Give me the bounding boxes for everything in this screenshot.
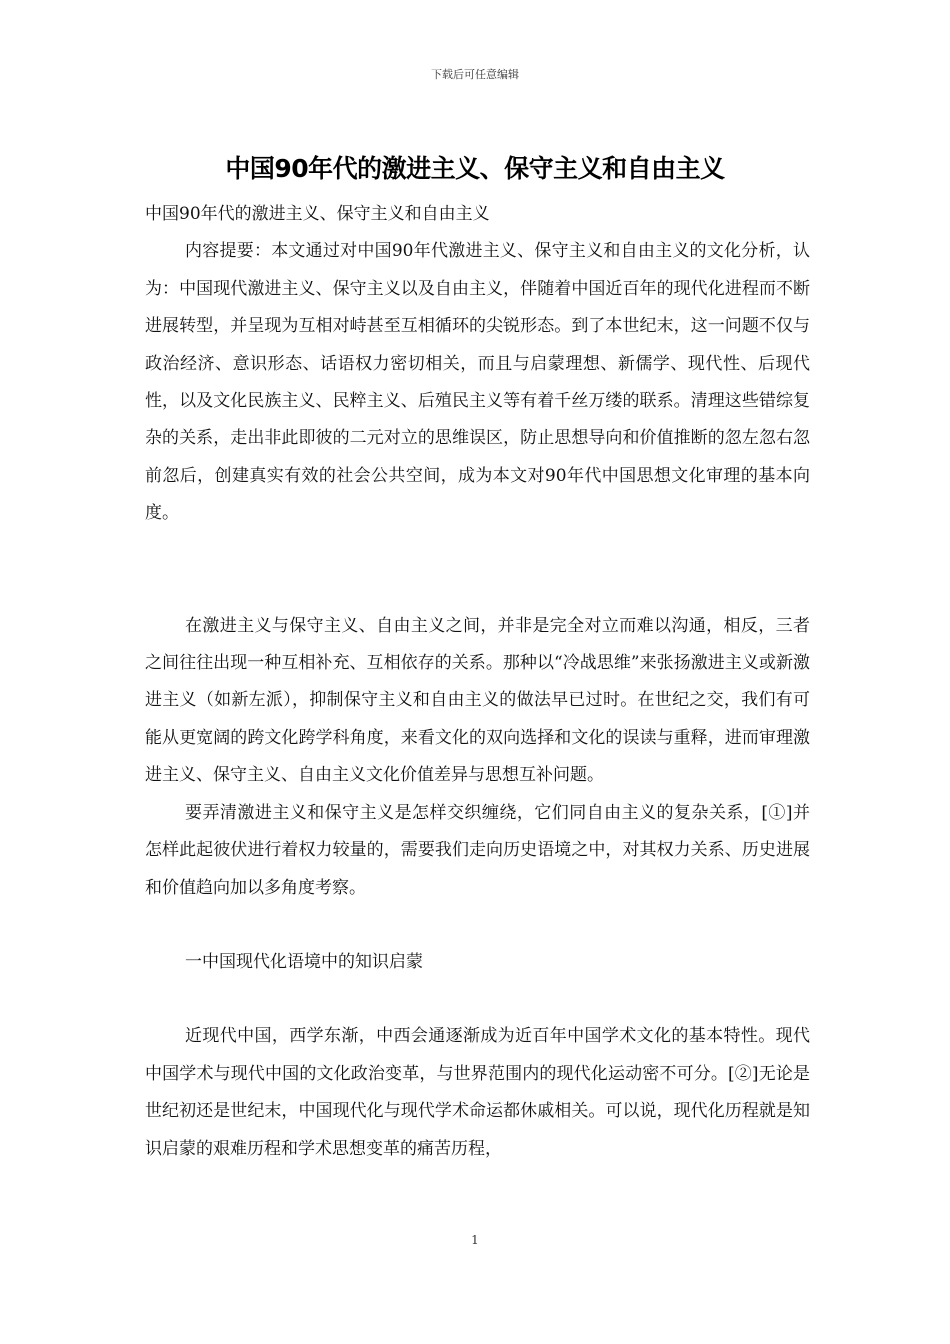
spacer [145,533,810,608]
spacer [145,981,810,1018]
document-title: 中国90年代的激进主义、保守主义和自由主义 [225,154,725,183]
header-note: 下载后可任意编辑 [431,68,519,81]
section-heading: 一中国现代化语境中的知识启蒙 [185,951,423,972]
document-body [145,196,810,1168]
subtitle-line: 中国90年代的激进主义、保守主义和自由主义 [145,204,490,224]
body-paragraph-2: 要弄清激进主义和保守主义是怎样交织缠绕，它们同自由主义的复杂关系，[①]并怎样此起彼伏进行着权力较量的，需要我们走向历史语境之中，对其权力关系、历史进展和价值趋向加以多角度考察。 [145,802,810,898]
abstract-paragraph: 内容提要：本文通过对中国90年代激进主义、保守主义和自由主义的文化分析，认为：中国现代激进主义、保守主义以及自由主义，伴随着中国近百年的现代化进程而不断进展转型，并呈现为互相对峙甚至互相循环的尖锐形态。到了本世纪末，这一问题不仅与政治经济、意识形态、话语权力密切相关，而且与启蒙理想、新儒学、现代性、后现代性，以及文化民族主义、民粹主义、后殖民主义等有着千丝万缕的联系。清理这些错综复杂的关系，走出非此即彼的二元对立的思维误区，防止思想导向和价值推断的忽左忽右忽前忽后，创建真实有效的社会公共空间，成为本文对90年代中国思想文化审理的基本向度。 [145,241,810,524]
spacer [145,907,810,944]
body-paragraph-1: 在激进主义与保守主义、自由主义之间，并非是完全对立而难以沟通，相反，三者之间往往出现一种互相补充、互相依存的关系。那种以“冷战思维”来张扬激进主义或新激进主义（如新左派），抑制保守主义和自由主义的做法早已过时。在世纪之交，我们有可能从更宽阔的跨文化跨学科角度，来看文化的双向选择和文化的误读与重释，进而审理激进主义、保守主义、自由主义文化价值差异与思想互补问题。 [145,615,810,786]
page-number: 1 [471,1233,479,1247]
body-paragraph-3: 近现代中国，西学东渐，中西会通逐渐成为近百年中国学术文化的基本特性。现代中国学术与现代中国的文化政治变革，与世界范围内的现代化运动密不可分。[②]无论是世纪初还是世纪末，中国现代化与现代学术命运都休戚相关。可以说，现代化历程就是知识启蒙的艰难历程和学术思想变革的痛苦历程， [145,1026,810,1159]
